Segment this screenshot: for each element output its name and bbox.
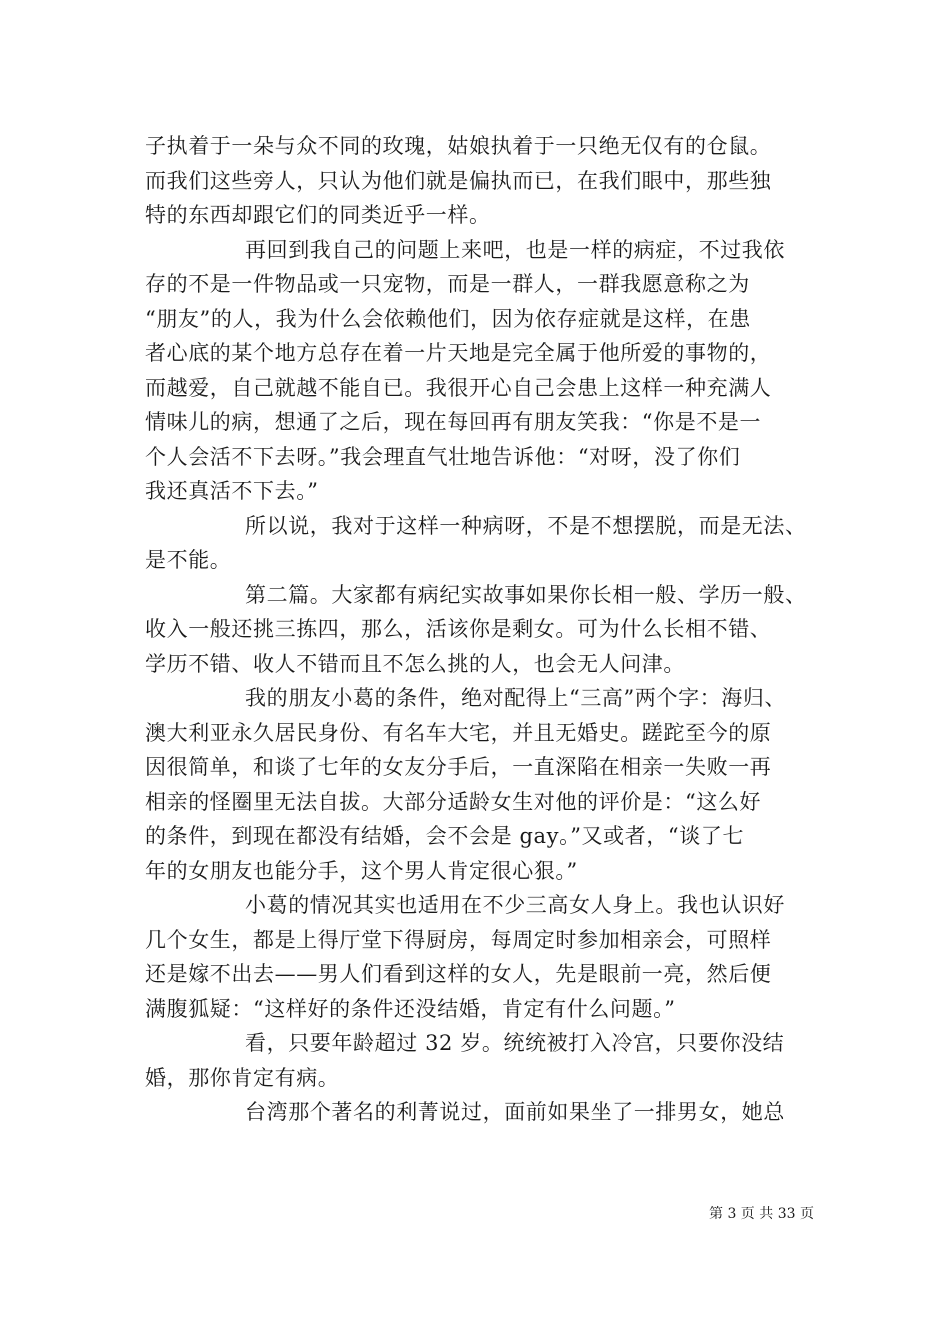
text-line: 几个女生，都是上得厅堂下得厨房，每周定时参加相亲会，可照样 [145,928,772,952]
text-line: 是不能。 [145,548,232,572]
paragraph-first-line: 我的朋友小葛的条件，绝对配得上“三高”两个字：海归、 [245,686,787,710]
paragraph-first-line: 第二篇。大家都有病纪实故事如果你长相一般、学历一般、 [245,583,807,607]
text-line: “朋友”的人，我为什么会依赖他们，因为依存症就是这样，在患 [145,307,751,331]
text-line: 的条件，到现在都没有结婚，会不会是 gay。”又或者，“谈了七 [145,824,745,848]
text-line: 我还真活不下去。” [145,479,319,503]
text-line: 而我们这些旁人，只认为他们就是偏执而已，在我们眼中，那些独 [145,169,772,193]
text-line: 特的东西却跟它们的同类近乎一样。 [145,203,491,227]
text-line: 收入一般还挑三拣四，那么，活该你是剩女。可为什么长相不错、 [145,617,772,641]
text-line: 因很简单，和谈了七年的女友分手后，一直深陷在相亲一失败一再 [145,755,772,779]
text-line: 满腹狐疑：“这样好的条件还没结婚，肯定有什么问题。” [145,997,676,1021]
text-line: 个人会活不下去呀。”我会理直气壮地告诉他：“对呀，没了你们 [145,445,741,469]
text-line: 存的不是一件物品或一只宠物，而是一群人，一群我愿意称之为 [145,272,750,296]
text-line: 年的女朋友也能分手，这个男人肯定很心狠。” [145,859,578,883]
text-line: 子执着于一朵与众不同的玫瑰，姑娘执着于一只绝无仅有的仓鼠。 [145,134,772,158]
paragraph-first-line: 小葛的情况其实也适用在不少三高女人身上。我也认识好 [245,893,785,917]
text-line: 还是嫁不出去——男人们看到这样的女人，先是眼前一亮，然后便 [145,962,772,986]
paragraph-first-line: 再回到我自己的问题上来吧，也是一样的病症，不过我依 [245,238,785,262]
page-number: 第 3 页 共 33 页 [709,1206,814,1222]
paragraph-first-line: 看，只要年龄超过 32 岁。统统被打入冷宫，只要你没结 [245,1031,785,1055]
text-line: 婚，那你肯定有病。 [145,1066,340,1090]
text-line: 情味儿的病，想通了之后，现在每回再有朋友笑我：“你是不是一 [145,410,762,434]
paragraph-first-line: 所以说，我对于这样一种病呀，不是不想摆脱，而是无法、 [245,514,807,538]
text-line: 者心底的某个地方总存在着一片天地是完全属于他所爱的事物的， [145,341,772,365]
text-line: 学历不错、收人不错而且不怎么挑的人，也会无人问津。 [145,652,685,676]
text-line: 相亲的怪圈里无法自拔。大部分适龄女生对他的评价是：“这么好 [145,790,762,814]
text-line: 而越爱，自己就越不能自已。我很开心自己会患上这样一种充满人 [145,376,772,400]
paragraph-first-line: 台湾那个著名的利菁说过，面前如果坐了一排男女，她总 [245,1100,785,1124]
text-line: 澳大利亚永久居民身份、有名车大宅，并且无婚史。蹉跎至今的原 [145,721,772,745]
